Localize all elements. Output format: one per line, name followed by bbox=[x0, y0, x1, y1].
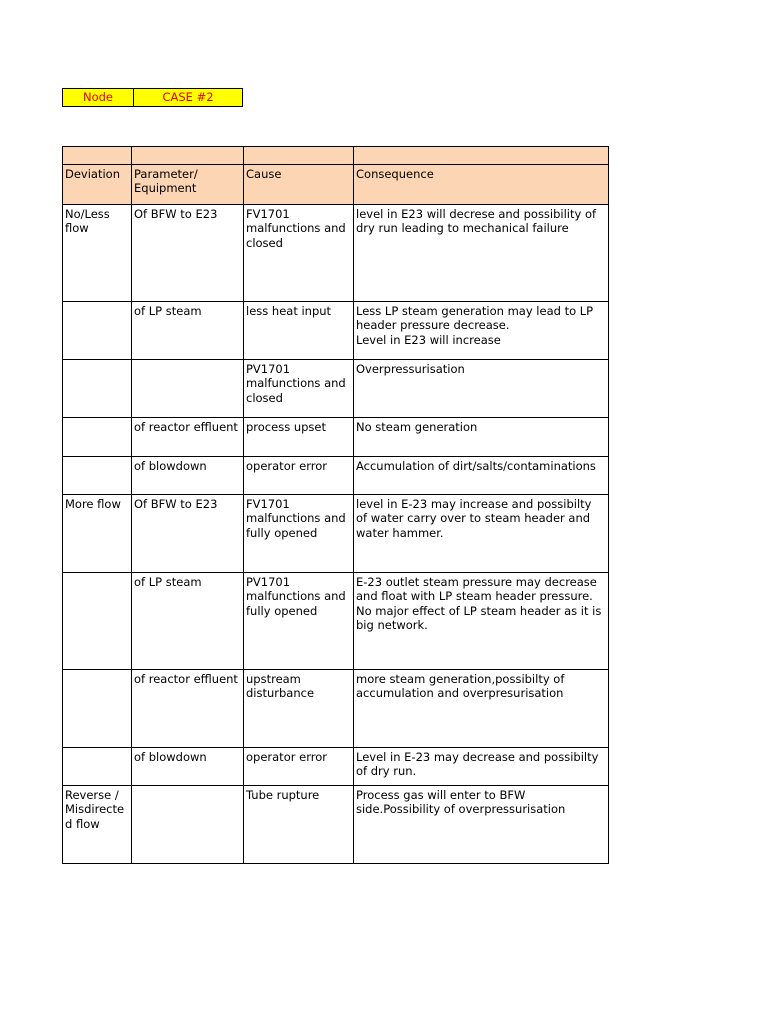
cause-cell: operator error bbox=[244, 457, 354, 495]
header-spacer-cell bbox=[132, 147, 244, 165]
cause-cell: operator error bbox=[244, 748, 354, 786]
parameter-cell bbox=[132, 360, 244, 418]
deviation-cell: More flow bbox=[63, 495, 132, 573]
parameter-cell: of blowdown bbox=[132, 748, 244, 786]
consequence-cell: Level in E-23 may decrease and possibilty of dry run. bbox=[354, 748, 609, 786]
consequence-cell: Less LP steam generation may lead to LP header pressure decrease. Level in E23 will increase bbox=[354, 302, 609, 360]
consequence-cell: E-23 outlet steam pressure may decrease and float with LP steam header pressure. No major effect of LP steam header as it is big network. bbox=[354, 573, 609, 670]
cause-cell: process upset bbox=[244, 418, 354, 457]
deviation-cell bbox=[63, 457, 132, 495]
cause-cell: PV1701 malfunctions and fully opened bbox=[244, 573, 354, 670]
header-spacer-cell bbox=[63, 147, 132, 165]
deviation-cell bbox=[63, 670, 132, 748]
deviation-cell bbox=[63, 302, 132, 360]
header-spacer-cell bbox=[244, 147, 354, 165]
deviation-cell bbox=[63, 360, 132, 418]
column-header-deviation: Deviation bbox=[63, 165, 132, 205]
table-row bbox=[63, 302, 609, 360]
parameter-cell: of LP steam bbox=[132, 573, 244, 670]
parameter-cell: of LP steam bbox=[132, 302, 244, 360]
column-header-parameter: Parameter/ Equipment bbox=[132, 165, 244, 205]
deviation-cell bbox=[63, 748, 132, 786]
parameter-cell: of blowdown bbox=[132, 457, 244, 495]
column-header-consequence: Consequence bbox=[354, 165, 609, 205]
cause-cell: FV1701 malfunctions and fully opened bbox=[244, 495, 354, 573]
cause-cell: FV1701 malfunctions and closed bbox=[244, 205, 354, 302]
table-row bbox=[63, 748, 609, 786]
node-label: Node bbox=[63, 89, 134, 106]
consequence-cell: level in E23 will decrese and possibility of dry run leading to mechanical failure bbox=[354, 205, 609, 302]
case-value: CASE #2 bbox=[162, 89, 214, 104]
table-row bbox=[63, 418, 609, 457]
parameter-cell bbox=[132, 786, 244, 864]
header-row bbox=[63, 165, 609, 205]
header-spacer-cell bbox=[354, 147, 609, 165]
cause-cell: upstream disturbance bbox=[244, 670, 354, 748]
consequence-cell: level in E-23 may increase and possibilty of water carry over to steam header and water hammer. bbox=[354, 495, 609, 573]
consequence-cell: more steam generation,possibilty of accumulation and overpresurisation bbox=[354, 670, 609, 748]
table-row bbox=[63, 786, 609, 864]
column-header-cause: Cause bbox=[244, 165, 354, 205]
deviation-cell bbox=[63, 418, 132, 457]
table-row bbox=[63, 360, 609, 418]
table-row bbox=[63, 457, 609, 495]
consequence-cell: Process gas will enter to BFW side.Possibility of overpressurisation bbox=[354, 786, 609, 864]
deviation-cell bbox=[63, 573, 132, 670]
parameter-cell: of reactor effluent bbox=[132, 670, 244, 748]
parameter-cell: Of BFW to E23 bbox=[132, 495, 244, 573]
consequence-cell: Overpressurisation bbox=[354, 360, 609, 418]
table-row bbox=[63, 670, 609, 748]
table-row bbox=[63, 495, 609, 573]
table-row bbox=[63, 205, 609, 302]
cause-cell: less heat input bbox=[244, 302, 354, 360]
cause-cell: PV1701 malfunctions and closed bbox=[244, 360, 354, 418]
cause-cell: Tube rupture bbox=[244, 786, 354, 864]
deviation-cell: No/Less flow bbox=[63, 205, 132, 302]
parameter-cell: of reactor effluent bbox=[132, 418, 244, 457]
table-row bbox=[63, 573, 609, 670]
parameter-cell: Of BFW to E23 bbox=[132, 205, 244, 302]
hazop-table bbox=[62, 146, 609, 864]
consequence-cell: No steam generation bbox=[354, 418, 609, 457]
deviation-cell: Reverse / Misdirected flow bbox=[63, 786, 132, 864]
header-spacer-row bbox=[63, 147, 609, 165]
consequence-cell: Accumulation of dirt/salts/contaminations bbox=[354, 457, 609, 495]
node-case-strip bbox=[62, 88, 243, 107]
